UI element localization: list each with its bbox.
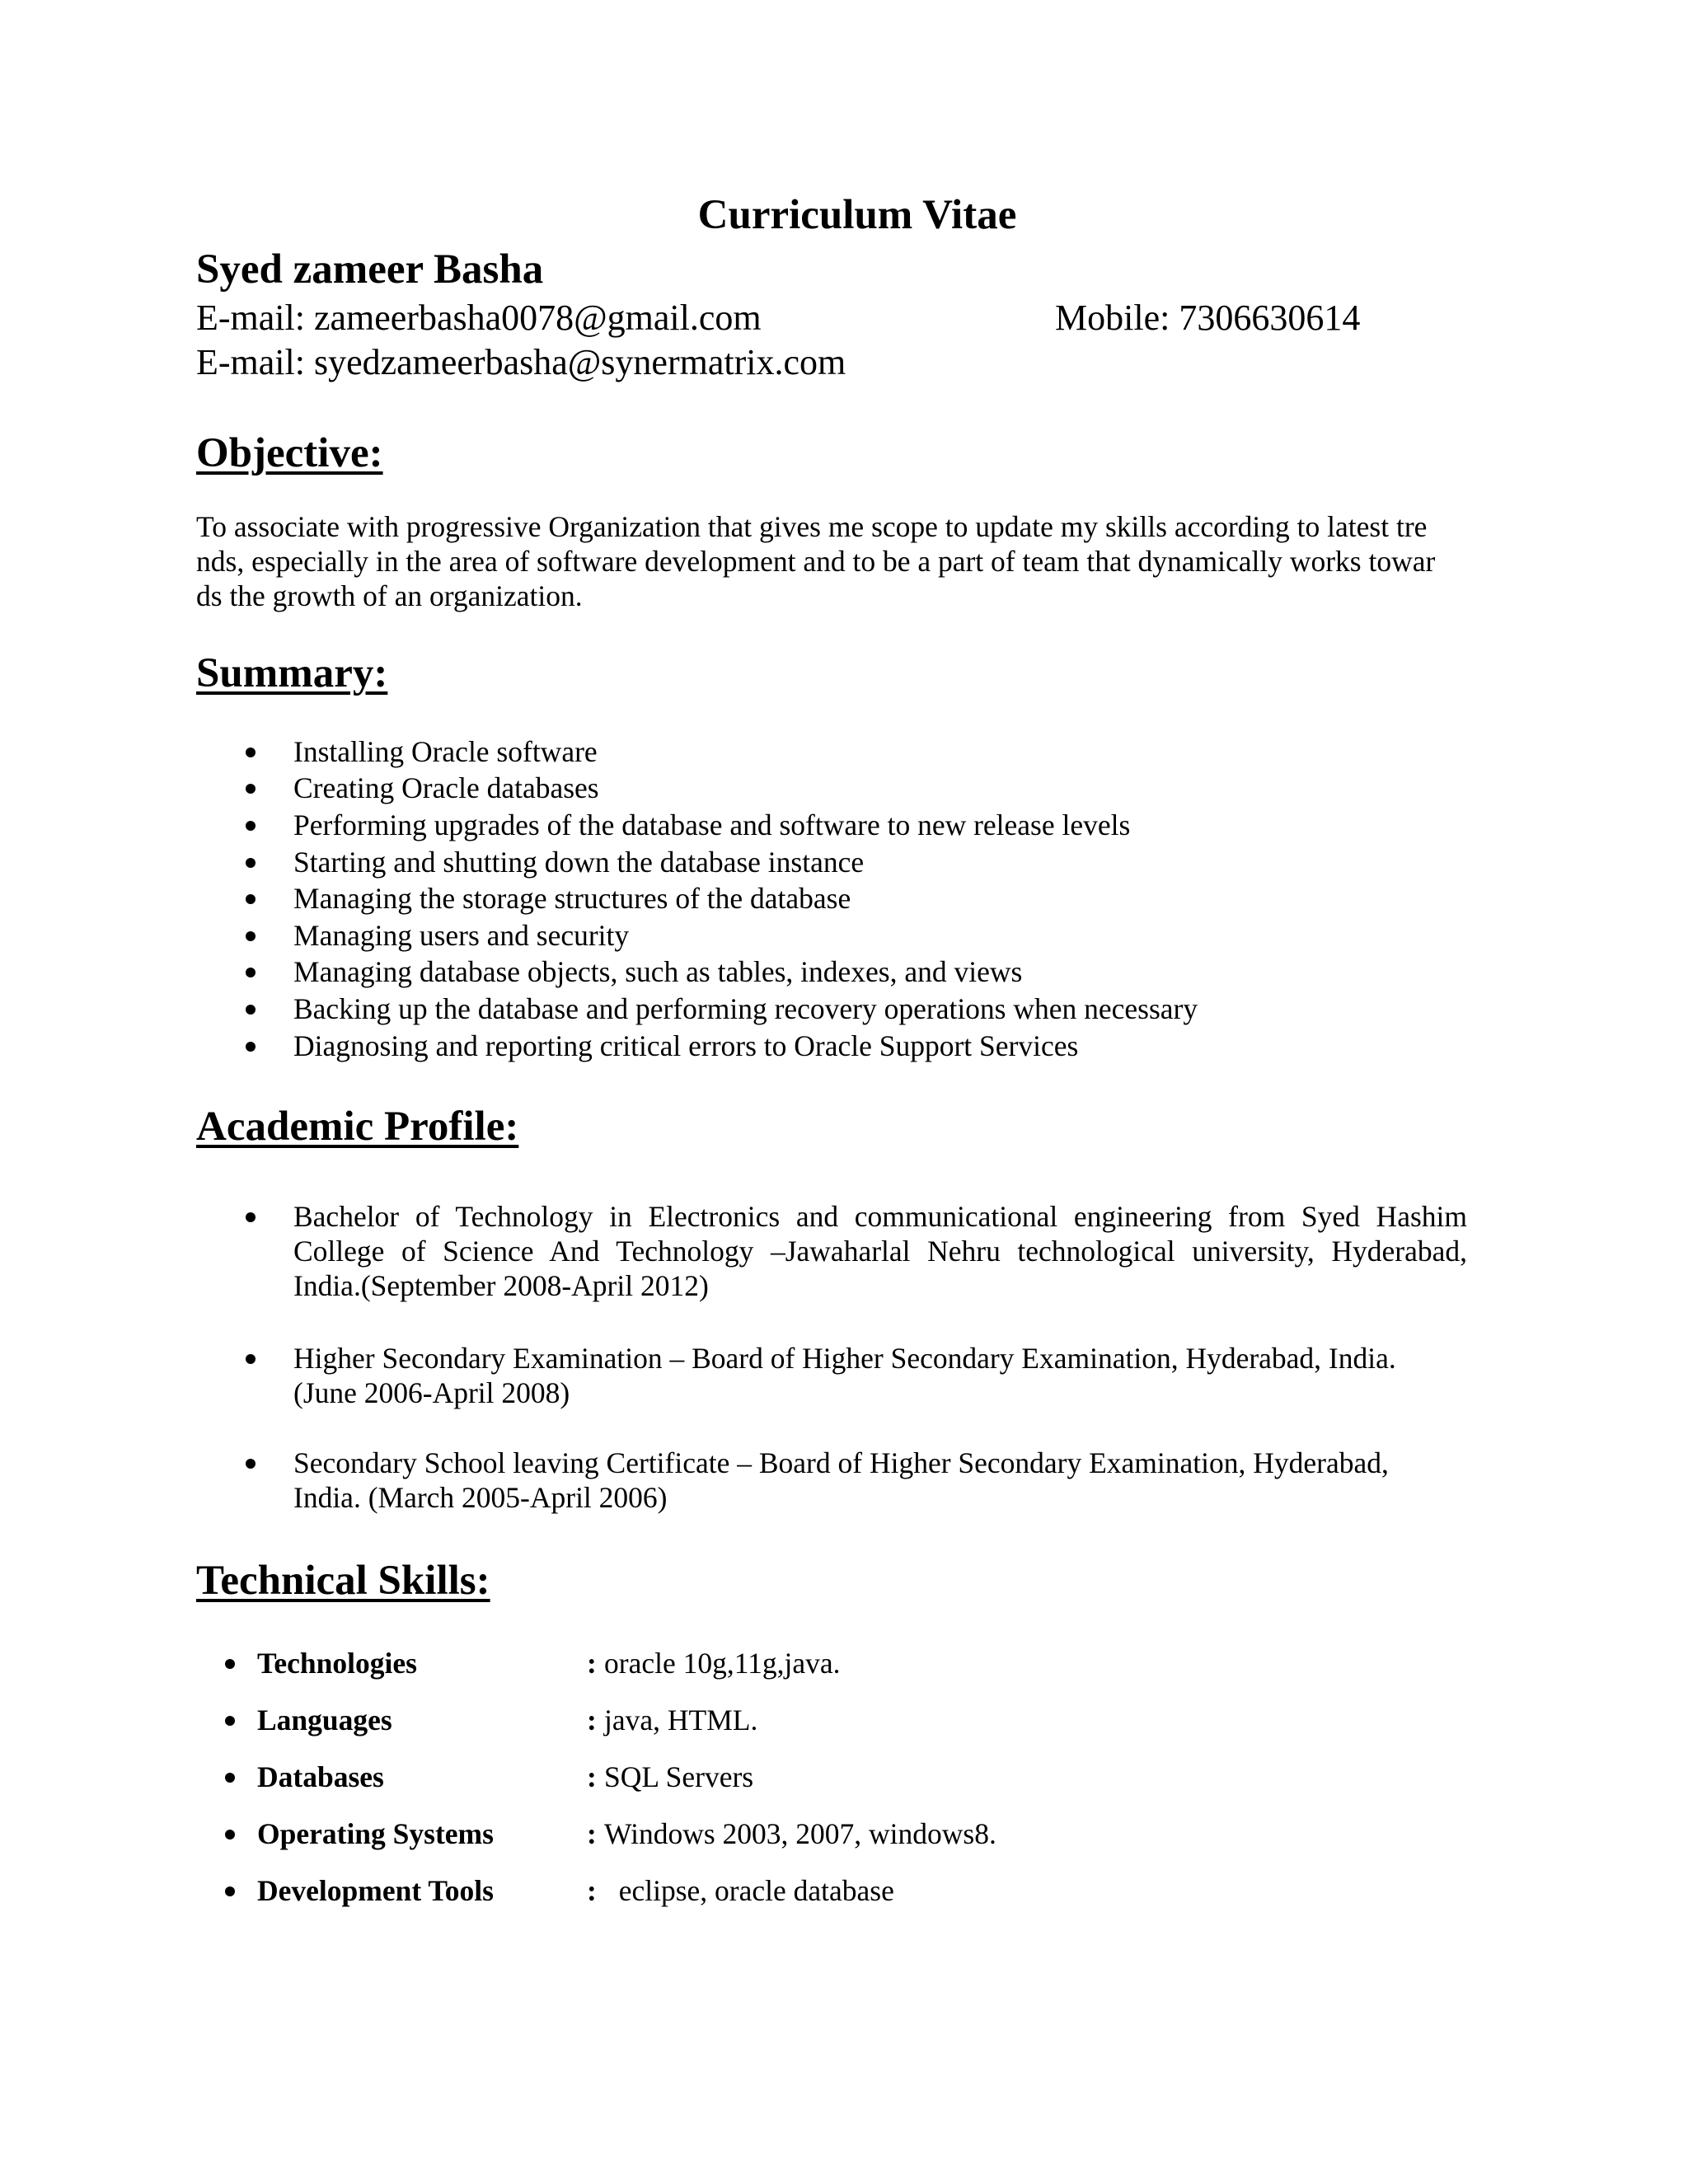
summary-item-text: Managing database objects, such as tables, indexes, and views xyxy=(293,955,1023,988)
candidate-name: Syed zameer Basha xyxy=(196,246,544,293)
summary-item-text: Diagnosing and reporting critical errors to Oracle Support Services xyxy=(293,1029,1079,1062)
bullet-icon xyxy=(246,821,256,831)
summary-item-text: Performing upgrades of the database and software to new release levels xyxy=(293,808,1131,841)
academic-line: Higher Secondary Examination – Board of Higher Secondary Examination, Hyderabad, India. xyxy=(293,1342,1396,1375)
bullet-icon xyxy=(246,931,256,941)
summary-item-text: Creating Oracle databases xyxy=(293,771,599,804)
summary-item-text: Managing users and security xyxy=(293,919,630,952)
skill-separator: : xyxy=(587,1760,597,1793)
summary-item-text: Installing Oracle software xyxy=(293,735,598,768)
objective-line: To associate with progressive Organization that gives me scope to update my skills according to latest tre xyxy=(196,510,1428,543)
email-secondary: E-mail: syedzameerbasha@synermatrix.com xyxy=(196,342,846,382)
skill-value: SQL Servers xyxy=(604,1760,754,1793)
bullet-icon xyxy=(225,1830,235,1840)
skill-label: Operating Systems xyxy=(257,1817,494,1850)
summary-heading: Summary: xyxy=(196,650,388,696)
objective-line: nds, especially in the area of software development and to be a part of team that dynamically works towar xyxy=(196,545,1436,578)
document-title: Curriculum Vitae xyxy=(697,192,1017,238)
bullet-icon xyxy=(225,1773,235,1783)
bullet-icon xyxy=(246,1459,256,1469)
skill-label: Databases xyxy=(257,1760,384,1793)
academic-item-text xyxy=(293,1341,1467,1410)
academic-line: Bachelor of Technology in Electronics and communicational engineering from Syed Hashim xyxy=(293,1200,1467,1233)
objective-heading: Objective: xyxy=(196,430,383,476)
academic-heading: Academic Profile: xyxy=(196,1104,519,1150)
academic-item-text xyxy=(293,1446,1467,1515)
bullet-icon xyxy=(246,858,256,868)
academic-line: (June 2006-April 2008) xyxy=(293,1376,570,1409)
technical-heading: Technical Skills: xyxy=(196,1558,490,1604)
objective-line: ds the growth of an organization. xyxy=(196,579,583,612)
skill-separator: : xyxy=(587,1704,597,1736)
bullet-icon xyxy=(246,784,256,794)
mobile-number: Mobile: 7306630614 xyxy=(1055,298,1361,338)
skill-label: Development Tools xyxy=(257,1874,494,1907)
bullet-icon xyxy=(246,748,256,757)
academic-line: India. (March 2005-April 2006) xyxy=(293,1481,668,1514)
academic-line: Secondary School leaving Certificate – Board of Higher Secondary Examination, Hyderabad, xyxy=(293,1446,1389,1479)
bullet-icon xyxy=(246,1212,256,1222)
bullet-icon xyxy=(246,1005,256,1015)
skill-separator: : xyxy=(587,1647,597,1680)
skill-value: eclipse, oracle database xyxy=(604,1874,894,1907)
skill-value: Windows 2003, 2007, windows8. xyxy=(604,1817,996,1850)
skill-value: java, HTML. xyxy=(604,1704,758,1736)
objective-paragraph xyxy=(196,509,1482,613)
skill-label: Languages xyxy=(257,1704,392,1736)
academic-line: India.(September 2008-April 2012) xyxy=(293,1269,709,1302)
academic-item-text xyxy=(293,1199,1467,1303)
skill-separator: : xyxy=(587,1817,597,1850)
bullet-icon xyxy=(246,1354,256,1364)
summary-item-text: Starting and shutting down the database instance xyxy=(293,846,865,879)
academic-line: College of Science And Technology –Jawaharlal Nehru technological university, Hyderabad, xyxy=(293,1235,1467,1268)
bullet-icon xyxy=(225,1886,235,1896)
bullet-icon xyxy=(246,1042,256,1052)
summary-item-text: Backing up the database and performing recovery operations when necessary xyxy=(293,992,1198,1025)
bullet-icon xyxy=(225,1716,235,1726)
skill-value: oracle 10g,11g,java. xyxy=(604,1647,841,1680)
bullet-icon xyxy=(246,894,256,904)
email-primary: E-mail: zameerbasha0078@gmail.com xyxy=(196,298,762,338)
skill-label: Technologies xyxy=(257,1647,417,1680)
skill-separator: : xyxy=(587,1874,597,1907)
bullet-icon xyxy=(225,1659,235,1669)
summary-item-text: Managing the storage structures of the database xyxy=(293,882,851,915)
bullet-icon xyxy=(246,968,256,977)
